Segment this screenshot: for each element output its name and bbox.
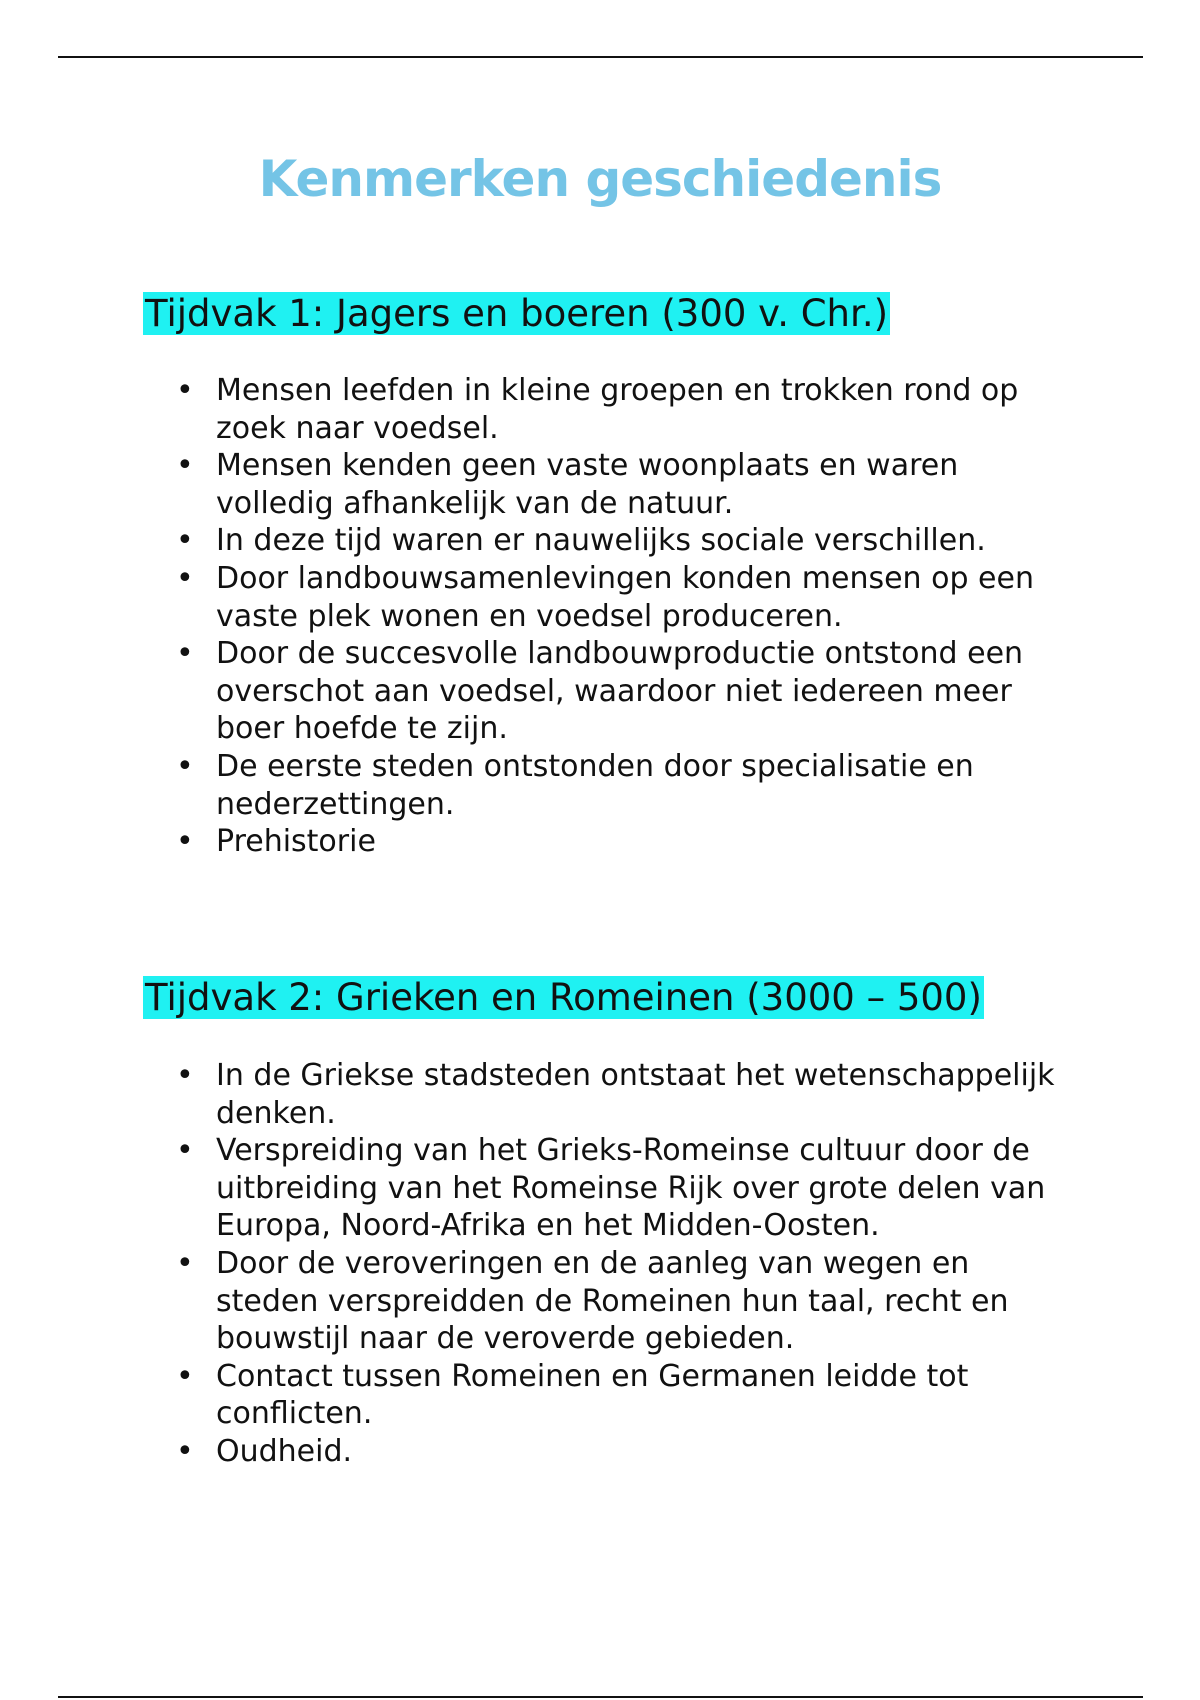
bottom-divider — [58, 1696, 1143, 1698]
section-heading-tijdvak-1 — [143, 290, 890, 338]
list-item: • Prehistorie — [216, 823, 1076, 861]
section-heading-text: Tijdvak 1: Jagers en boeren (300 v. Chr.) — [145, 292, 889, 335]
top-divider — [58, 56, 1143, 58]
list-item: • Verspreiding van het Grieks-Romeinse cultuur door de uitbreiding van het Romeinse Rijk over grote delen van Europa, Noord-Afrika en het Midden-Oosten. — [216, 1132, 1076, 1245]
list-item: • Mensen kenden geen vaste woonplaats en waren volledig afhankelijk van de natuur. — [216, 447, 1076, 522]
bullet-list-tijdvak-2 — [216, 1057, 1076, 1471]
list-item: • Contact tussen Romeinen en Germanen leidde tot conflicten. — [216, 1358, 1076, 1433]
list-item: • In de Griekse stadsteden ontstaat het wetenschappelijk denken. — [216, 1057, 1076, 1132]
section-heading-tijdvak-2 — [143, 974, 984, 1022]
bullet-list-tijdvak-1 — [216, 372, 1076, 861]
list-item: • Door de veroveringen en de aanleg van wegen en steden verspreidden de Romeinen hun taal, recht en bouwstijl naar de veroverde gebieden. — [216, 1245, 1076, 1358]
list-item: • Oudheid. — [216, 1433, 1076, 1471]
list-item: • De eerste steden ontstonden door specialisatie en nederzettingen. — [216, 748, 1076, 823]
list-item: • Door landbouwsamenlevingen konden mensen op een vaste plek wonen en voedsel produceren. — [216, 560, 1076, 635]
section-heading-text: Tijdvak 2: Grieken en Romeinen (3000 – 500) — [145, 976, 982, 1019]
list-item: • Door de succesvolle landbouwproductie ontstond een overschot aan voedsel, waardoor niet iedereen meer boer hoefde te zijn. — [216, 635, 1076, 748]
list-item: • In deze tijd waren er nauwelijks sociale verschillen. — [216, 522, 1076, 560]
list-item: • Mensen leefden in kleine groepen en trokken rond op zoek naar voedsel. — [216, 372, 1076, 447]
page-title: Kenmerken geschiedenis — [258, 150, 942, 208]
